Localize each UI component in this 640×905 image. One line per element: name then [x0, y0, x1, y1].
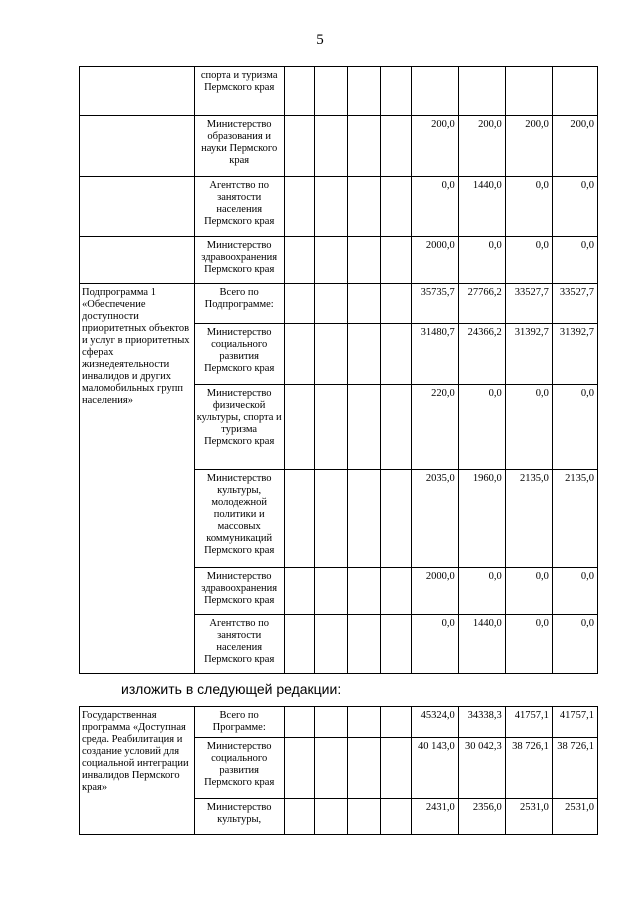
table-row: [80, 177, 598, 237]
section-instruction: изложить в следующей редакции:: [121, 681, 342, 697]
ministry-cell: Агентство по занятости населения Пермского края: [194, 615, 284, 674]
value-cell: [458, 67, 505, 116]
empty-cell: [380, 237, 411, 284]
empty-cell: [315, 237, 348, 284]
ministry-cell: Всего по Подпрограмме:: [194, 284, 284, 324]
empty-cell: [284, 177, 315, 237]
empty-cell: [315, 615, 348, 674]
empty-cell: [284, 385, 315, 470]
empty-cell: [315, 707, 348, 738]
empty-cell: [284, 67, 315, 116]
empty-cell: [284, 615, 315, 674]
program-cell-empty: [80, 116, 195, 177]
value-cell: 34338,3: [458, 707, 505, 738]
value-cell: 35735,7: [411, 284, 458, 324]
empty-cell: [348, 237, 381, 284]
empty-cell: [284, 324, 315, 385]
value-cell: 200,0: [458, 116, 505, 177]
empty-cell: [284, 568, 315, 615]
empty-cell: [315, 568, 348, 615]
empty-cell: [380, 177, 411, 237]
program-cell-empty: [80, 67, 195, 116]
empty-cell: [315, 177, 348, 237]
empty-cell: [348, 615, 381, 674]
program-cell-empty: [80, 237, 195, 284]
value-cell: 0,0: [552, 177, 597, 237]
value-cell: 2035,0: [411, 470, 458, 568]
empty-cell: [348, 177, 381, 237]
empty-cell: [284, 237, 315, 284]
empty-cell: [284, 116, 315, 177]
value-cell: 1440,0: [458, 615, 505, 674]
value-cell: 31392,7: [505, 324, 552, 385]
value-cell: [505, 67, 552, 116]
ministry-cell: Министерство физической культуры, спорта и туризма Пермского края: [194, 385, 284, 470]
value-cell: 2356,0: [458, 799, 505, 835]
table-row: [80, 116, 598, 177]
value-cell: [411, 67, 458, 116]
program-name-cell: Подпрограмма 1 «Обеспечение доступности приоритетных объектов и услуг в приоритетных сферах жизнедеятельности инвалидов и других маломобильных групп населения»: [80, 284, 195, 674]
empty-cell: [348, 470, 381, 568]
value-cell: [552, 67, 597, 116]
value-cell: 27766,2: [458, 284, 505, 324]
value-cell: 2135,0: [552, 470, 597, 568]
ministry-cell: Всего по Программе:: [194, 707, 284, 738]
empty-cell: [348, 738, 381, 799]
empty-cell: [284, 470, 315, 568]
value-cell: 200,0: [411, 116, 458, 177]
value-cell: 0,0: [505, 385, 552, 470]
empty-cell: [315, 324, 348, 385]
value-cell: 0,0: [458, 568, 505, 615]
value-cell: 31480,7: [411, 324, 458, 385]
budget-table-top: [79, 66, 598, 674]
value-cell: 0,0: [458, 385, 505, 470]
empty-cell: [348, 324, 381, 385]
empty-cell: [315, 67, 348, 116]
empty-cell: [284, 738, 315, 799]
page-number: 5: [316, 32, 324, 48]
value-cell: 200,0: [552, 116, 597, 177]
value-cell: 0,0: [552, 385, 597, 470]
empty-cell: [380, 707, 411, 738]
ministry-cell: Министерство социального развития Пермского края: [194, 738, 284, 799]
empty-cell: [284, 284, 315, 324]
empty-cell: [380, 738, 411, 799]
value-cell: 0,0: [552, 568, 597, 615]
value-cell: 0,0: [411, 177, 458, 237]
empty-cell: [380, 470, 411, 568]
value-cell: 38 726,1: [505, 738, 552, 799]
value-cell: 0,0: [505, 615, 552, 674]
value-cell: 1440,0: [458, 177, 505, 237]
empty-cell: [348, 385, 381, 470]
empty-cell: [380, 799, 411, 835]
value-cell: 40 143,0: [411, 738, 458, 799]
value-cell: 24366,2: [458, 324, 505, 385]
table-row: [80, 237, 598, 284]
empty-cell: [284, 799, 315, 835]
empty-cell: [380, 615, 411, 674]
empty-cell: [315, 738, 348, 799]
value-cell: 0,0: [552, 615, 597, 674]
value-cell: 41757,1: [505, 707, 552, 738]
empty-cell: [380, 568, 411, 615]
table-row: [80, 284, 598, 324]
value-cell: 45324,0: [411, 707, 458, 738]
empty-cell: [348, 707, 381, 738]
ministry-cell: Министерство культуры, молодежной политики и массовых коммуникаций Пермского края: [194, 470, 284, 568]
value-cell: 33527,7: [552, 284, 597, 324]
empty-cell: [315, 385, 348, 470]
value-cell: 30 042,3: [458, 738, 505, 799]
program-name-cell: Государственная программа «Доступная среда. Реабилитация и создание условий для социальной интеграции инвалидов Пермского края»: [80, 707, 195, 835]
ministry-cell: Министерство культуры,: [194, 799, 284, 835]
empty-cell: [315, 799, 348, 835]
empty-cell: [348, 284, 381, 324]
value-cell: 0,0: [552, 237, 597, 284]
ministry-cell: Министерство здравоохранения Пермского края: [194, 568, 284, 615]
value-cell: 220,0: [411, 385, 458, 470]
empty-cell: [348, 799, 381, 835]
program-cell-empty: [80, 177, 195, 237]
value-cell: 0,0: [411, 615, 458, 674]
value-cell: 2000,0: [411, 568, 458, 615]
empty-cell: [348, 116, 381, 177]
budget-table-bottom: [79, 706, 598, 835]
value-cell: 2531,0: [505, 799, 552, 835]
ministry-cell: Министерство здравоохранения Пермского края: [194, 237, 284, 284]
value-cell: 31392,7: [552, 324, 597, 385]
value-cell: 1960,0: [458, 470, 505, 568]
value-cell: 0,0: [505, 568, 552, 615]
empty-cell: [380, 284, 411, 324]
value-cell: 2431,0: [411, 799, 458, 835]
empty-cell: [380, 324, 411, 385]
empty-cell: [380, 116, 411, 177]
empty-cell: [380, 67, 411, 116]
ministry-cell: Министерство образования и науки Пермского края: [194, 116, 284, 177]
ministry-cell: спорта и туризма Пермского края: [194, 67, 284, 116]
value-cell: 2000,0: [411, 237, 458, 284]
value-cell: 0,0: [505, 177, 552, 237]
value-cell: 2531,0: [552, 799, 597, 835]
ministry-cell: Агентство по занятости населения Пермского края: [194, 177, 284, 237]
empty-cell: [315, 116, 348, 177]
empty-cell: [315, 284, 348, 324]
empty-cell: [348, 568, 381, 615]
value-cell: 2135,0: [505, 470, 552, 568]
empty-cell: [380, 385, 411, 470]
value-cell: 38 726,1: [552, 738, 597, 799]
empty-cell: [315, 470, 348, 568]
empty-cell: [348, 67, 381, 116]
value-cell: 0,0: [505, 237, 552, 284]
empty-cell: [284, 707, 315, 738]
value-cell: 33527,7: [505, 284, 552, 324]
value-cell: 200,0: [505, 116, 552, 177]
value-cell: 41757,1: [552, 707, 597, 738]
value-cell: 0,0: [458, 237, 505, 284]
ministry-cell: Министерство социального развития Пермского края: [194, 324, 284, 385]
table-row: [80, 707, 598, 738]
table-row: [80, 67, 598, 116]
